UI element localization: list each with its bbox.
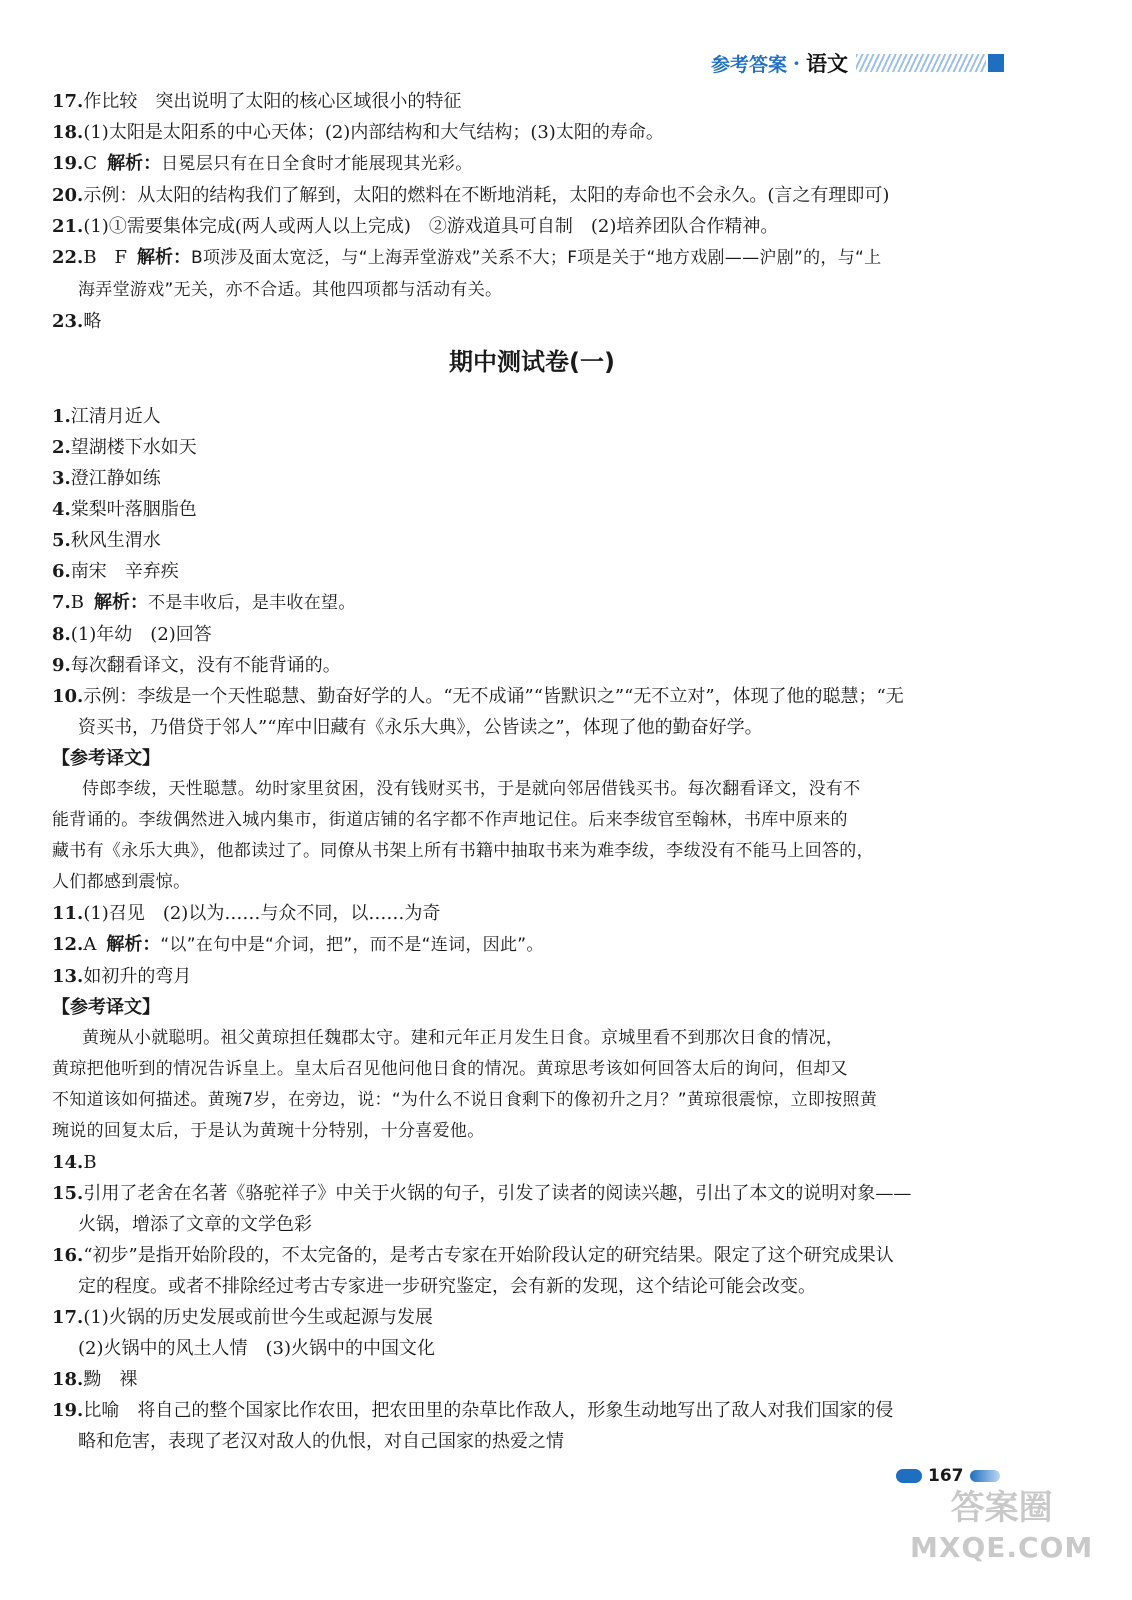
- question-number: 23.: [52, 311, 84, 332]
- question-number: 17.: [52, 91, 84, 112]
- answer-line: [52, 86, 1012, 117]
- analysis-text: B项涉及面太宽泛，与“上海弄堂游戏”关系不大；F项是关于“地方戏剧——沪剧”的，与“上: [191, 248, 882, 268]
- answer-text: 比喻 将自己的整个国家比作农田，把农田里的杂草比作敌人，形象生动地写出了敌人对我们国家的侵: [83, 1400, 894, 1421]
- answer-line: [52, 587, 1012, 619]
- answer-continuation: [52, 1333, 1012, 1364]
- question-number: 10.: [52, 686, 84, 707]
- answer-text: 秋风生渭水: [70, 530, 161, 551]
- answer-line: [52, 1302, 1012, 1333]
- question-number: 1.: [52, 406, 71, 427]
- answer-text: (1)年幼 (2)回答: [70, 624, 212, 645]
- answer-continuation: [52, 1209, 1012, 1240]
- question-number: 20.: [52, 185, 84, 206]
- translation-line: 藏书有《永乐大典》，他都读过了。同僚从书架上所有书籍中抽取书来为难李绂，李绂没有不能马上回答的，: [52, 841, 874, 861]
- answer-line: [52, 117, 1012, 148]
- translation-heading: 【参考译文】: [52, 997, 160, 1018]
- translation-line: 侍郎李绂，天性聪慧。幼时家里贫困，没有钱财买书，于是就向邻居借钱买书。每次翻看译文，没有不: [82, 779, 861, 799]
- translation-line: 不知道该如何描述。黄琬7岁，在旁边，说：“为什么不说日食剩下的像初升之月？”黄琼很震惊，立即按照黄: [52, 1090, 878, 1110]
- answer-text: 黝 裸: [83, 1369, 138, 1390]
- question-number: 15.: [52, 1183, 84, 1204]
- answer-text: 火锅，增添了文章的文学色彩: [78, 1214, 312, 1235]
- answer-text: C: [83, 153, 98, 174]
- answer-content: [52, 86, 1012, 1457]
- answer-line: [52, 148, 1012, 180]
- answer-text: (1)火锅的历史发展或前世今生或起源与发展: [83, 1307, 433, 1328]
- question-number: 12.: [52, 934, 84, 955]
- answer-line: [52, 432, 1012, 463]
- question-number: 22.: [52, 247, 84, 268]
- answer-line: [52, 463, 1012, 494]
- question-number: 4.: [52, 499, 71, 520]
- question-number: 13.: [52, 966, 84, 987]
- question-number: 3.: [52, 468, 71, 489]
- question-number: 2.: [52, 437, 71, 458]
- answer-line: [52, 401, 1012, 432]
- answer-text: (1)召见 (2)以为……与众不同，以……为奇: [83, 903, 441, 924]
- translation-line: 人们都感到震惊。: [52, 872, 191, 892]
- answer-continuation: [52, 712, 1012, 743]
- question-number: 11.: [52, 903, 84, 924]
- answer-text: 略: [83, 311, 102, 332]
- question-number: 6.: [52, 561, 71, 582]
- answer-line: [52, 180, 1012, 211]
- question-number: 14.: [52, 1152, 84, 1173]
- answer-text: “初步”是指开始阶段的，不太完备的，是考古专家在开始阶段认定的研究结果。限定了这个研究成果认: [83, 1245, 894, 1266]
- question-number: 19.: [52, 1400, 84, 1421]
- analysis-label: 解析：: [137, 247, 192, 268]
- answer-line: [52, 1178, 1012, 1209]
- answer-line: [52, 650, 1012, 681]
- answer-line: [52, 525, 1012, 556]
- page-footer: [896, 1466, 1000, 1486]
- analysis-label: 解析：: [107, 153, 162, 174]
- answer-text: B: [70, 592, 85, 613]
- footer-pill-icon: [896, 1469, 922, 1483]
- question-number: 9.: [52, 655, 71, 676]
- header-bar-end: [988, 54, 1004, 72]
- translation-line: 琬说的回复太后，于是认为黄琬十分特别，十分喜爱他。: [52, 1121, 485, 1141]
- answer-line: [52, 681, 1012, 712]
- watermark-url: MXQE.COM: [910, 1531, 1094, 1564]
- analysis-text: 不是丰收后，是丰收在望。: [148, 593, 356, 613]
- answer-text: 如初升的弯月: [83, 966, 192, 987]
- question-number: 17.: [52, 1307, 84, 1328]
- translation-line: 黄琼把他听到的情况告诉皇上。皇太后召见他问他日食的情况。黄琼思考该如何回答太后的询问，但却又: [52, 1059, 848, 1079]
- answer-text: 作比较 突出说明了太阳的核心区域很小的特征: [83, 91, 462, 112]
- answer-line: [52, 556, 1012, 587]
- question-number: 19.: [52, 153, 84, 174]
- answer-text: 棠梨叶落胭脂色: [70, 499, 197, 520]
- answer-line: [52, 1147, 1012, 1178]
- answer-text: 海弄堂游戏”无关，亦不合适。其他四项都与活动有关。: [78, 280, 503, 300]
- answer-line: [52, 1364, 1012, 1395]
- analysis-text: 日冕层只有在日全食时才能展现其光彩。: [161, 154, 473, 174]
- question-number: 8.: [52, 624, 71, 645]
- answer-text: 示例：从太阳的结构我们了解到，太阳的燃料在不断地消耗，太阳的寿命也不会永久。(言之有理即可): [83, 185, 890, 206]
- answer-text: B: [83, 1152, 97, 1173]
- section-title: 期中测试卷(一): [449, 348, 615, 376]
- answer-line: [52, 619, 1012, 650]
- header-subject: 语文: [806, 52, 848, 76]
- answer-continuation: [52, 274, 1012, 306]
- header-dot: ·: [793, 51, 800, 75]
- translation-line: 黄琬从小就聪明。祖父黄琼担任魏郡太守。建和元年正月发生日食。京城里看不到那次日食的情况，: [82, 1028, 844, 1048]
- answer-text: 定的程度。或者不排除经过考古专家进一步研究鉴定，会有新的发现，这个结论可能会改变。: [78, 1276, 816, 1297]
- answer-line: [52, 961, 1012, 992]
- answer-line: [52, 929, 1012, 961]
- answer-text: 引用了老舍在名著《骆驼祥子》中关于火锅的句子，引发了读者的阅读兴趣，引出了本文的说明对象——: [83, 1183, 912, 1204]
- answer-text: (2)火锅中的风土人情 (3)火锅中的中国文化: [78, 1338, 435, 1359]
- page-header: [711, 46, 1004, 80]
- answer-line: [52, 494, 1012, 525]
- question-number: 7.: [52, 592, 71, 613]
- watermark-text: 答案圈: [950, 1488, 1053, 1528]
- answer-line: [52, 1395, 1012, 1426]
- answer-continuation: [52, 1271, 1012, 1302]
- analysis-label: 解析：: [94, 592, 149, 613]
- answer-text: 略和危害，表现了老汉对敌人的仇恨，对自己国家的热爱之情: [78, 1431, 564, 1452]
- answer-text: 江清月近人: [70, 406, 161, 427]
- answer-text: 示例：李绂是一个天性聪慧、勤奋好学的人。“无不成诵”“皆默识之”“无不立对”，体现了他的聪慧；“无: [83, 686, 904, 707]
- answer-text: B F: [83, 247, 128, 268]
- answer-line: [52, 242, 1012, 274]
- analysis-text: “以”在句中是“介词，把”，而不是“连词，因此”。: [160, 935, 544, 955]
- answer-text: (1)太阳是太阳系的中心天体；(2)内部结构和大气结构；(3)太阳的寿命。: [83, 122, 664, 143]
- header-stripe-bar: [856, 54, 986, 72]
- answer-text: 南宋 辛弃疾: [70, 561, 179, 582]
- translation-heading: 【参考译文】: [52, 748, 160, 769]
- analysis-label: 解析：: [106, 934, 161, 955]
- answers-midterm-section: [52, 401, 1012, 1457]
- answer-line: [52, 211, 1012, 242]
- answer-text: 资买书，乃借贷于邻人”“库中旧藏有《永乐大典》，公皆读之”，体现了他的勤奋好学。: [78, 717, 763, 738]
- question-number: 21.: [52, 216, 84, 237]
- answers-previous-section: [52, 86, 1012, 337]
- answer-text: 澄江静如练: [70, 468, 161, 489]
- answer-text: 每次翻看译文，没有不能背诵的。: [70, 655, 341, 676]
- page-number: 167: [928, 1466, 964, 1486]
- answer-line: [52, 1240, 1012, 1271]
- answer-continuation: [52, 1426, 1012, 1457]
- question-number: 5.: [52, 530, 71, 551]
- question-number: 18.: [52, 1369, 84, 1390]
- answer-text: A: [83, 934, 97, 955]
- answer-text: (1)①需要集体完成(两人或两人以上完成) ②游戏道具可自制 (2)培养团队合作精神。: [83, 216, 779, 237]
- header-label: 参考答案: [711, 53, 788, 76]
- answer-text: 望湖楼下水如天: [70, 437, 197, 458]
- question-number: 18.: [52, 122, 84, 143]
- translation-line: 能背诵的。李绂偶然进入城内集市，街道店铺的名字都不作声地记住。后来李绂官至翰林，书库中原来的: [52, 810, 848, 830]
- question-number: 16.: [52, 1245, 84, 1266]
- footer-dots-icon: [970, 1470, 1000, 1482]
- answer-line: [52, 306, 1012, 337]
- watermark-logo: [910, 1488, 1093, 1568]
- answer-line: [52, 898, 1012, 929]
